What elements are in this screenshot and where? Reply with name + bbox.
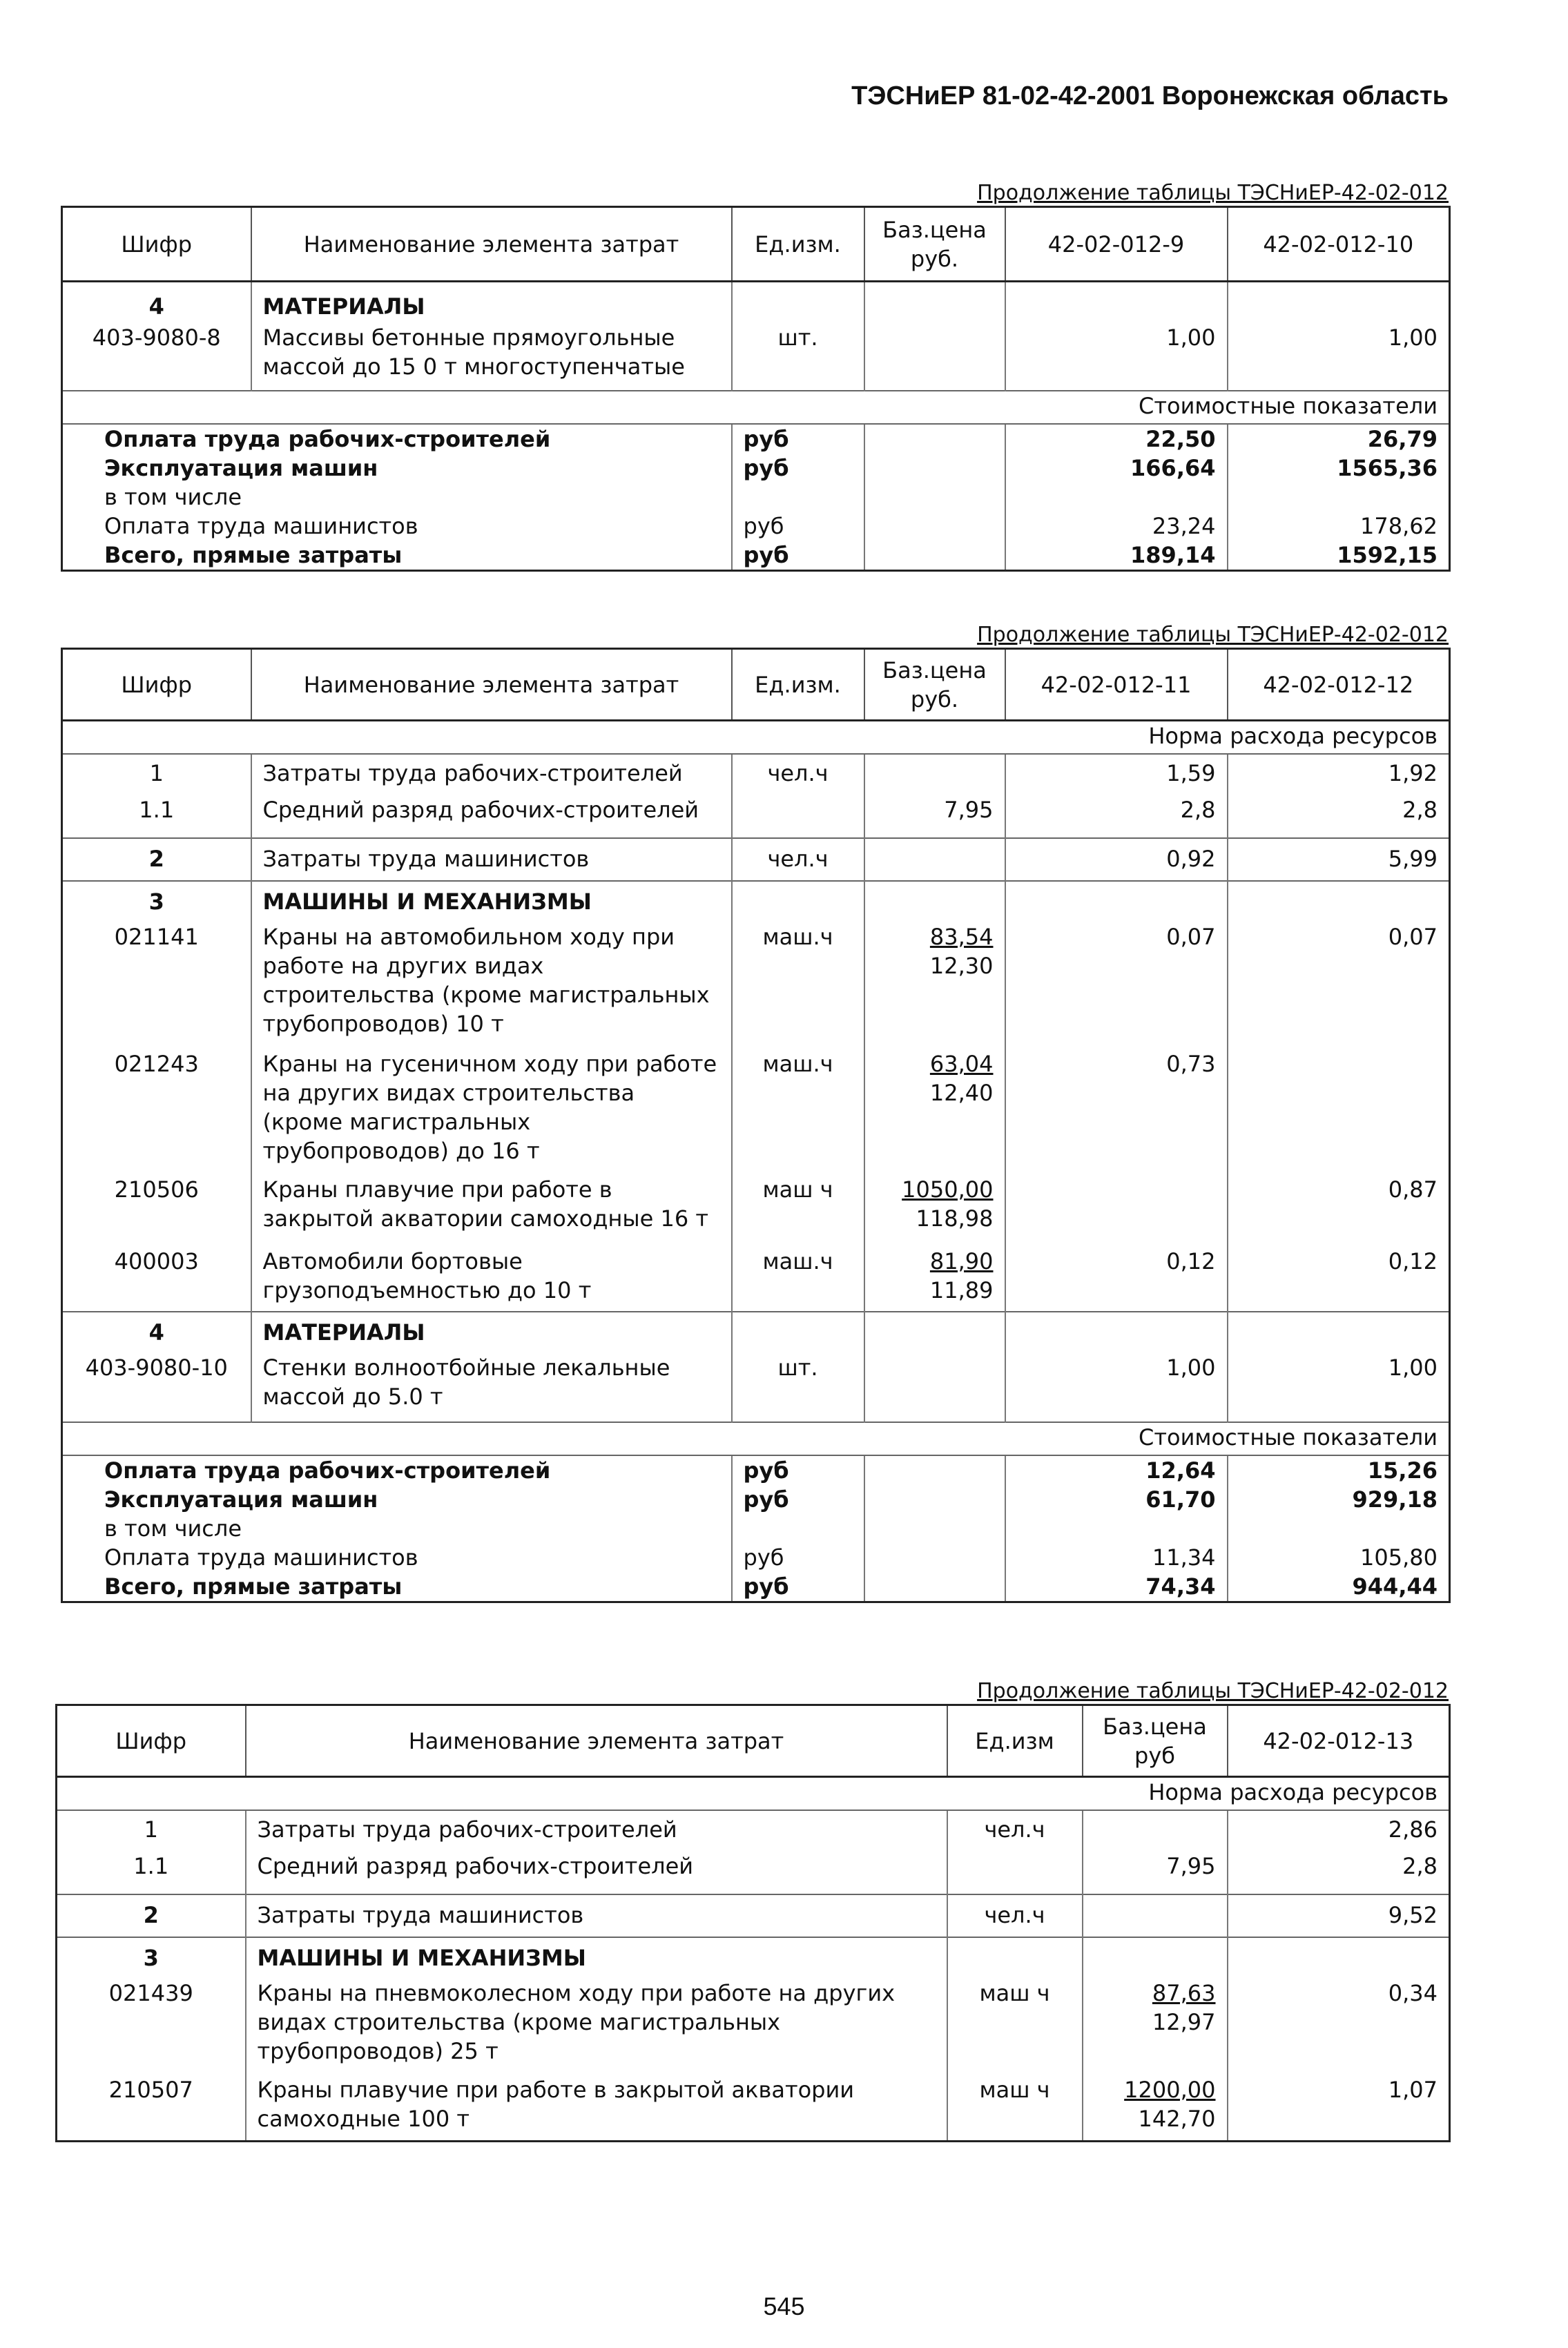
operator-wage: 118,98 [916,1205,994,1232]
operator-wage: 12,30 [929,952,994,979]
header-name: Наименование элемента затрат [251,207,732,282]
machine-price: 81,90 [929,1248,994,1274]
table-row: 1.1 Средний разряд рабочих-строителей 7,95 2,8 [57,1852,1450,1894]
table-row: 400003 Автомобили бортовые грузоподъемностью до 10 т маш.ч 81,90 11,89 0,12 0,12 [62,1247,1450,1312]
header-col-1: 42-02-012-13 [1228,1705,1450,1777]
table-row: 1 Затраты труда рабочих-строителей чел.ч 1,59 1,92 [62,754,1450,795]
cost-row: в том числе [62,1514,1450,1543]
operator-wage: 142,70 [1138,2105,1216,2132]
cost-row: Всего, прямые затраты руб 74,34 944,44 [62,1572,1450,1602]
table-row: 210506 Краны плавучие при работе в закрытой акватории самоходные 16 т маш ч 1050,00 118,98 0,87 [62,1175,1450,1247]
table1 [61,206,1451,572]
table-row: 021141 Краны на автомобильном ходу при работе на других видах строительства (кроме магистральных трубопроводов) 10 т маш.ч 83,54 12,30 0,07 0,07 [62,922,1450,1049]
costs-label-row: Стоимостные показатели [62,1422,1450,1455]
header-col-2: 42-02-012-12 [1228,649,1450,721]
table-row: 210507 Краны плавучие при работе в закрытой акватории самоходные 100 т маш ч 1200,00 142,70 1,07 [57,2075,1450,2142]
cost-row: Оплата труда машинистов руб 11,34 105,80 [62,1543,1450,1572]
table-row: 3 МАШИНЫ И МЕХАНИЗМЫ [62,881,1450,922]
machine-price: 87,63 [1152,1979,1216,2006]
operator-wage: 11,89 [929,1277,994,1303]
operator-wage: 12,40 [929,1079,994,1106]
header-code: Шифр [62,649,251,721]
machine-price: 83,54 [929,923,994,950]
cost-row: Оплата труда рабочих-строителей руб 22,50 26,79 [62,424,1450,454]
header-col-2: 42-02-012-10 [1228,207,1450,282]
machine-price: 1050,00 [902,1176,994,1203]
header-code: Шифр [57,1705,246,1777]
costs-label-row: Стоимостные показатели [62,391,1450,424]
norms-label-row: Норма расхода ресурсов [62,721,1450,754]
machine-price: 1200,00 [1124,2076,1216,2103]
page-number: 545 [763,2292,805,2320]
cost-row: Эксплуатация машин руб 61,70 929,18 [62,1485,1450,1514]
table-row: 021243 Краны на гусеничном ходу при работе на других видах строительства (кроме магистральных трубопроводов) до 16 т маш.ч 63,04 12,40 0,73 [62,1049,1450,1175]
document-title: ТЭСНиЕР 81-02-42-2001 Воронежская область [851,81,1449,110]
table1-header-row [62,207,1450,282]
table-row: 403-9080-10 Стенки волноотбойные лекальные массой до 5.0 т шт. 1,00 1,00 [62,1353,1450,1422]
table-row: 2 Затраты труда машинистов чел.ч 0,92 5,99 [62,838,1450,881]
header-base-price: Баз.цена руб. [864,207,1005,282]
cost-row: в том числе [62,483,1450,512]
header-name: Наименование элемента затрат [251,649,732,721]
cost-row: Оплата труда рабочих-строителей руб 12,64 15,26 [62,1455,1450,1485]
table-row: 4 МАТЕРИАЛЫ [62,1312,1450,1353]
table-row: 021439 Краны на пневмоколесном ходу при работе на других видах строительства (кроме магистральных трубопроводов) 25 т маш ч 87,63 12,97 0,34 [57,1979,1450,2075]
header-col-1: 42-02-012-9 [1005,207,1228,282]
table-row: 1.1 Средний разряд рабочих-строителей 7,95 2,8 2,8 [62,795,1450,838]
header-unit: Ед.изм. [732,207,864,282]
table-row: 1 Затраты труда рабочих-строителей чел.ч 2,86 [57,1810,1450,1852]
header-unit: Ед.изм. [732,649,864,721]
table2-continuation-caption: Продолжение таблицы ТЭСНиЕР-42-02-012 [977,623,1449,647]
table2 [61,648,1451,1603]
table-row: 2 Затраты труда машинистов чел.ч 9,52 [57,1894,1450,1937]
table-row: 4 МАТЕРИАЛЫ [62,282,1450,323]
table-row: 403-9080-8 Массивы бетонные прямоугольные массой до 15 0 т многоступенчатые шт. 1,00 1,00 [62,323,1450,391]
table3-continuation-caption: Продолжение таблицы ТЭСНиЕР-42-02-012 [977,1679,1449,1703]
machine-price: 63,04 [929,1050,994,1077]
table-row: 3 МАШИНЫ И МЕХАНИЗМЫ [57,1937,1450,1979]
table3 [55,1704,1451,2142]
norms-label-row: Норма расхода ресурсов [57,1777,1450,1810]
header-base-price: Баз.цена руб. [864,649,1005,721]
header-unit: Ед.изм [947,1705,1083,1777]
header-name: Наименование элемента затрат [246,1705,947,1777]
table2-header-row [62,649,1450,721]
header-col-1: 42-02-012-11 [1005,649,1228,721]
table3-header-row [57,1705,1450,1777]
cost-row: Всего, прямые затраты руб 189,14 1592,15 [62,541,1450,571]
cost-row: Оплата труда машинистов руб 23,24 178,62 [62,512,1450,541]
operator-wage: 12,97 [1152,2008,1216,2035]
header-code: Шифр [62,207,251,282]
cost-row: Эксплуатация машин руб 166,64 1565,36 [62,454,1450,483]
header-base-price: Баз.цена руб [1083,1705,1228,1777]
table1-continuation-caption: Продолжение таблицы ТЭСНиЕР-42-02-012 [977,181,1449,205]
